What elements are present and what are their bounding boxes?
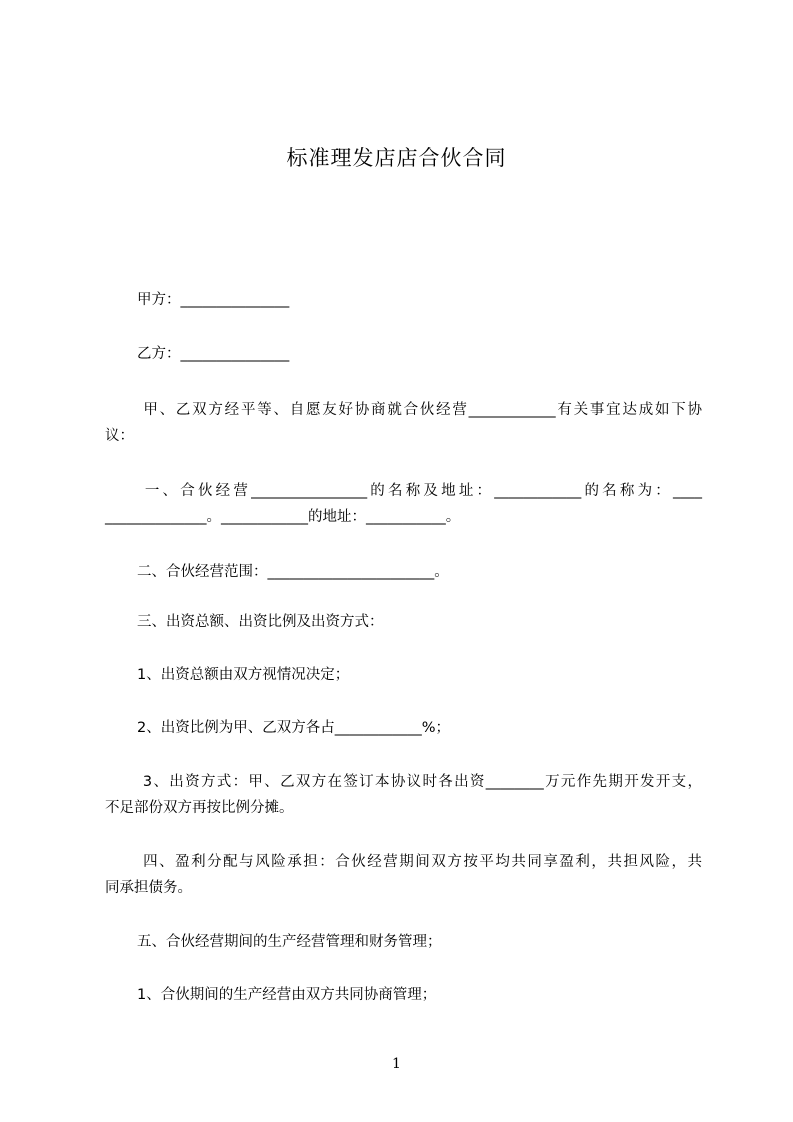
party-b-line: 乙方：_______________ (137, 346, 290, 362)
party-a-line: 甲方：_______________ (137, 292, 290, 308)
section-1-line-2: ______________。____________的地址：___________。 (105, 509, 461, 525)
document-title: 标准理发店店合伙合同 (286, 146, 507, 170)
page-number: 1 (392, 1056, 401, 1072)
intro-paragraph-line-2: 议： (105, 428, 134, 444)
section-5-heading: 五、合伙经营期间的生产经营管理和财务管理； (137, 934, 442, 950)
section-3-heading: 三、出资总额、出资比例及出资方式： (137, 614, 384, 630)
section-3-item-1: 1、出资总额由双方视情况决定； (137, 667, 350, 683)
section-4-line-2: 同承担债务。 (105, 880, 192, 896)
section-1-line-1: 一、合伙经营________________的名称及地址：____________的名称为：____ (137, 483, 702, 499)
section-3-item-3-line-1: 3、出资方式：甲、乙双方在签订本协议时各出资________万元作先期开发开支， (137, 774, 702, 790)
section-4-line-1: 四、盈利分配与风险承担：合伙经营期间双方按平均共同享盈利，共担风险，共 (137, 854, 702, 870)
section-3-item-3-line-2: 不足部份双方再按比例分摊。 (105, 800, 294, 816)
section-5-item-1: 1、合伙期间的生产经营由双方共同协商管理； (137, 987, 437, 1003)
section-3-item-2: 2、出资比例为甲、乙双方各占____________%； (137, 720, 451, 736)
section-2-line: 二、合伙经营范围：_______________________。 (137, 564, 449, 580)
intro-paragraph-line-1: 甲、乙双方经平等、自愿友好协商就合伙经营____________有关事宜达成如下协 (137, 402, 702, 418)
